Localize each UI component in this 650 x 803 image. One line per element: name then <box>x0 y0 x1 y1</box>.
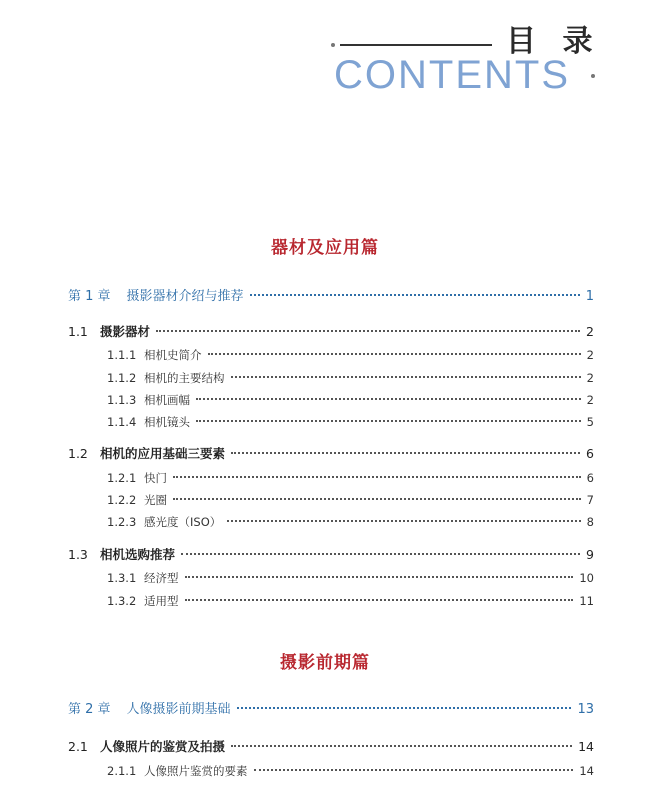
toc-title: 目 录 <box>506 24 601 59</box>
section-label: 相机选购推荐 <box>100 547 176 562</box>
subsection-number: 1.1.2 <box>107 371 137 385</box>
subsection-label: 相机镜头 <box>144 415 190 429</box>
subsection-number: 1.3.2 <box>107 594 137 608</box>
toc-section-1-1[interactable] <box>68 322 594 340</box>
toc-section-1-3[interactable] <box>68 545 594 563</box>
page-number: 8 <box>586 515 594 529</box>
page-number: 5 <box>586 415 594 429</box>
toc-subsection-1-1-4[interactable] <box>107 414 594 430</box>
page-number: 7 <box>586 493 594 507</box>
chapter-label: 摄影器材介绍与推荐 <box>126 289 244 304</box>
decor-dot-right <box>591 74 595 78</box>
toc-subsection-1-1-2[interactable] <box>107 370 594 386</box>
leader-dots <box>156 330 580 332</box>
subsection-label: 光圈 <box>144 493 167 507</box>
subsection-number: 1.3.1 <box>107 571 137 585</box>
toc-subsection-1-3-2[interactable] <box>107 593 594 609</box>
subsection-number: 1.1.1 <box>107 348 137 362</box>
leader-dots <box>231 745 572 747</box>
decor-line <box>340 44 492 46</box>
toc-subsection-1-2-3[interactable] <box>107 514 594 530</box>
section-number: 2.1 <box>68 739 88 754</box>
subsection-number: 1.2.2 <box>107 493 137 507</box>
leader-dots <box>173 476 581 478</box>
toc-subsection-1-2-2[interactable] <box>107 492 594 508</box>
page-number: 6 <box>586 471 594 485</box>
leader-dots <box>250 294 580 296</box>
page-number: 2 <box>586 393 594 407</box>
toc-subsection-1-2-1[interactable] <box>107 470 594 486</box>
leader-dots <box>231 452 580 454</box>
part-title-pre-shooting: 摄影前期篇 <box>280 653 370 673</box>
page-number: 11 <box>579 594 594 608</box>
section-number: 1.1 <box>68 324 88 339</box>
section-label: 相机的应用基础三要素 <box>100 446 226 461</box>
page-number: 14 <box>579 764 594 778</box>
section-number: 1.2 <box>68 446 88 461</box>
page-number: 13 <box>577 702 594 717</box>
decor-dot-left <box>331 43 335 47</box>
leader-dots <box>196 420 581 422</box>
subsection-label: 相机史简介 <box>144 348 202 362</box>
page-number: 9 <box>586 547 594 562</box>
subsection-label: 相机画幅 <box>144 393 190 407</box>
subsection-number: 1.1.3 <box>107 393 137 407</box>
page-number: 10 <box>579 571 594 585</box>
subsection-number: 2.1.1 <box>107 764 137 778</box>
part-title-equipment: 器材及应用篇 <box>271 238 379 258</box>
section-label: 摄影器材 <box>100 324 151 339</box>
toc-section-1-2[interactable] <box>68 444 594 462</box>
leader-dots <box>185 576 574 578</box>
subsection-label: 感光度（ISO） <box>144 515 222 529</box>
toc-subsection-1-1-1[interactable] <box>107 347 594 363</box>
toc-subsection-2-1-1[interactable] <box>107 763 594 779</box>
section-label: 人像照片的鉴赏及拍摄 <box>100 739 226 754</box>
page-number: 14 <box>578 739 594 754</box>
page-number: 2 <box>586 348 594 362</box>
leader-dots <box>227 520 580 522</box>
toc-subsection-1-1-3[interactable] <box>107 392 594 408</box>
toc-chapter-2[interactable] <box>68 698 594 717</box>
toc-chapter-1[interactable] <box>68 285 594 304</box>
page-number: 2 <box>586 371 594 385</box>
chapter-number: 第 2 章 <box>68 702 111 717</box>
toc-section-2-1[interactable] <box>68 737 594 755</box>
toc-subsection-1-3-1[interactable] <box>107 570 594 586</box>
leader-dots <box>181 553 580 555</box>
subsection-label: 适用型 <box>144 594 179 608</box>
subsection-number: 1.2.1 <box>107 471 137 485</box>
subsection-number: 1.1.4 <box>107 415 137 429</box>
subsection-label: 相机的主要结构 <box>144 371 225 385</box>
toc-header <box>0 0 650 110</box>
subsection-label: 人像照片鉴赏的要素 <box>144 764 248 778</box>
leader-dots <box>173 498 581 500</box>
leader-dots <box>254 769 574 771</box>
leader-dots <box>237 707 572 709</box>
leader-dots <box>196 398 581 400</box>
chapter-number: 第 1 章 <box>68 289 111 304</box>
leader-dots <box>208 353 581 355</box>
subsection-label: 快门 <box>144 471 167 485</box>
subsection-number: 1.2.3 <box>107 515 137 529</box>
leader-dots <box>185 599 574 601</box>
page-number: 1 <box>585 289 594 304</box>
chapter-label: 人像摄影前期基础 <box>126 702 231 717</box>
leader-dots <box>231 376 581 378</box>
subsection-label: 经济型 <box>144 571 179 585</box>
section-number: 1.3 <box>68 547 88 562</box>
contents-heading: CONTENTS <box>334 53 570 97</box>
page-number: 2 <box>586 324 594 339</box>
page-number: 6 <box>586 446 594 461</box>
